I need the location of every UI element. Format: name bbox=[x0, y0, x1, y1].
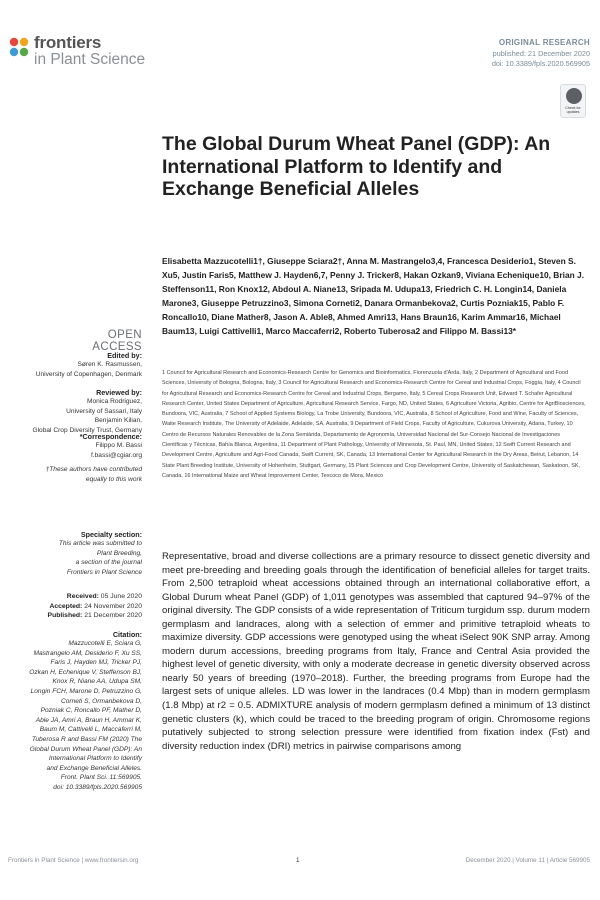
author-list: Elisabetta Mazzucotelli1†, Giuseppe Sciara2†, Anna M. Mastrangelo3,4, Francesca Desiderio1, Steven S. Xu5, Justin Faris5, Matthew J. Hayden6,7, Penny J. Tricker8, Hakan Ozkan9, Viviana Echenique10, Brian J. Steffenson11, Ron Knox12, Abdoul A. Niane13, Sripada M. Udupa13, Friedrich C. H. Longin14, Daniela Marone3, Giuseppe Petruzzino3, Simona Corneti2, Danara Ormanbekova2, Curtis Pozniak15, Pablo F. Roncallo10, Diane Mather8, Jason A. Able8, Ahmed Amri13, Hans Braun16, Karim Ammar16, Michael Baum13, Luigi Cattivelli1, Marco Maccaferri2, Roberto Tuberosa2 and Filippo M. Bassi13* bbox=[162, 256, 585, 336]
published-value: 21 December 2020 bbox=[84, 612, 142, 620]
page-footer bbox=[0, 857, 600, 869]
citation-line: Mastrangelo AM, Desiderio F, Xu SS, bbox=[33, 649, 142, 657]
specialty-line: Plant Breeding, bbox=[96, 549, 142, 557]
citation-line: Corneti S, Ormanbekova D, bbox=[61, 697, 142, 705]
edited-by-heading: Edited by: bbox=[107, 351, 142, 360]
editor-name: Søren K. Rasmussen, bbox=[77, 361, 142, 368]
received-label: Received: bbox=[66, 593, 99, 600]
citation-line: and Exchange Beneficial Alleles. bbox=[46, 764, 142, 772]
correspondence-heading: *Correspondence: bbox=[79, 432, 142, 441]
citation-line: Longin FCH, Marone D, Petruzzino G, bbox=[30, 687, 142, 695]
published-label: Published: bbox=[47, 612, 83, 620]
citation bbox=[8, 630, 142, 793]
accepted-value: 24 November 2020 bbox=[84, 602, 142, 610]
specialty-heading: Specialty section: bbox=[80, 530, 142, 539]
correspondence bbox=[8, 432, 142, 484]
abstract: Representative, broad and diverse collections are a primary resource to dissect genetic diversity and meet pre-breeding and breeding goals through the identification of beneficial alleles for target traits. From 2,500 tetraploid wheat accessions obtained through an international collaborative effort, a Global Durum wheat Panel (GDP) of 1,011 genotypes was assembled that captured 94–97% of the original diversity. The GDP consists of a wide representation of Triticum turgidum ssp. durum modern germplasm and landraces, along with a selection of emmer and primitive tetraploid wheats to maximize diversity. GDP accessions were genotyped using the wheat iSelect 90K SNP array. Among modern durum accessions, breeding programs from Italy, France and Central Asia provided the highest level of genetic diversity, with only a moderate decrease in genetic diversity observed across nearly 50 years of breeding (1970–2018). Further, the breeding programs from Europe had the largest sets of unique alleles. LD was lower in the landraces (0.4 Mbp) than in modern germplasm (1.8 Mbp) at r2 = 0.5. ADMIXTURE analysis of modern germplasm defined a minimum of 13 distinct genetic clusters (k), which could be traced to the breeding program of origin. Chromosome regions putatively subjected to strong selection pressure were identified from fixation index (Fst) and diversity reduction index (DRI) metrics in pairwise comparisons among bbox=[162, 551, 590, 752]
page-number: 1 bbox=[296, 857, 300, 864]
citation-line: Front. Plant Sci. 11:569905. bbox=[60, 774, 142, 782]
specialty-section bbox=[8, 530, 142, 577]
reviewer-affiliation: Global Crop Diversity Trust, Germany bbox=[32, 426, 142, 434]
equal-contribution-note-2: equally to this work bbox=[85, 475, 142, 483]
reviewer-name: Benjamin Kilian, bbox=[94, 417, 142, 425]
specialty-line: Frontiers in Plant Science bbox=[66, 568, 142, 576]
frontiers-logo-icon bbox=[8, 36, 30, 58]
edited-by bbox=[8, 351, 142, 379]
journal-logo bbox=[8, 32, 188, 72]
citation-line: Mazzucotelli E, Sciara G, bbox=[68, 640, 142, 647]
citation-line: Faris J, Hayden MJ, Tricker PJ, bbox=[50, 659, 142, 667]
editor-affiliation: University of Copenhagen, Denmark bbox=[35, 370, 142, 378]
received-date bbox=[8, 592, 142, 602]
accepted-date bbox=[8, 602, 142, 612]
citation-line: Able JA, Amri A, Braun H, Ammar K, bbox=[35, 716, 142, 724]
citation-line: Ozkan H, Echenique V, Steffenson BJ, bbox=[29, 668, 142, 676]
article-title: The Global Durum Wheat Panel (GDP): An International Platform to Identify and Exchange Beneficial Alleles bbox=[162, 133, 551, 200]
published-date: published: 21 December 2020 bbox=[492, 49, 590, 58]
correspondence-email[interactable]: f.bassi@cgiar.org bbox=[90, 451, 142, 459]
citation-doi[interactable]: doi: 10.3389/fpls.2020.569905 bbox=[53, 783, 142, 791]
correspondence-name: Filippo M. Bassi bbox=[95, 442, 142, 449]
article-dates bbox=[8, 592, 142, 621]
accepted-label: Accepted: bbox=[49, 602, 83, 610]
reviewer-affiliation: University of Sassari, Italy bbox=[66, 407, 142, 415]
footer-journal[interactable]: Frontiers in Plant Science | www.frontiersin.org bbox=[8, 857, 139, 864]
reviewed-by-heading: Reviewed by: bbox=[96, 388, 142, 397]
specialty-line: This article was submitted to bbox=[58, 540, 142, 547]
article-meta bbox=[492, 38, 590, 68]
citation-line: Knox R, Niane AA, Udupa SM, bbox=[52, 678, 142, 686]
citation-line: International Platform to Identify bbox=[48, 755, 142, 763]
footer-volume: December 2020 | Volume 11 | Article 569905 bbox=[465, 857, 590, 864]
journal-name: frontiers bbox=[34, 33, 102, 52]
doi[interactable]: doi: 10.3389/fpls.2020.569905 bbox=[491, 59, 590, 68]
received-value: 05 June 2020 bbox=[100, 593, 142, 600]
citation-line: Pozniak C, Roncallo PF, Mather D, bbox=[40, 707, 142, 715]
citation-heading: Citation: bbox=[112, 630, 142, 639]
citation-line: Baum M, Cattivelli L, Maccaferri M, bbox=[39, 726, 142, 734]
citation-line: Tuberosa R and Bassi FM (2020) The bbox=[31, 735, 142, 743]
citation-line: Global Durum Wheat Panel (GDP): An bbox=[29, 745, 142, 753]
journal-section: in Plant Science bbox=[34, 51, 146, 68]
affiliations: 1 Council for Agricultural Research and Economics-Research Centre for Genomics and Bioinformatics, Fiorenzuola d'Arda, Italy, 2 Department of Agricultural and Food Sciences, University of Bologna, Bologna, Italy, 3 Council for Agricultural Research and Economics-Research Centre for Cereal and Industrial Crops, Foggia, Italy, 4 Council for Agricultural Research and Economics-Research Centre for Cereal and Industrial Crops, Bergamo, Italy, 5 Cereal Crops Research Unit, Edward T. Schafer Agricultural Research Center, United States Department of Agriculture, Agricultural Research Service, Fargo, ND, United States, 6 Agriculture Victoria, Agribio, Centre for AgriBiosciences, Bundoora, VIC, Australia, 7 School of Applied Systems Biology, La Trobe University, Bundoora, VIC, Australia, 8 School of Agriculture, Food and Wine, Faculty of Sciences, Waite Research Institute, The University of Adelaide, Adelaide, SA, Australia, 9 Department of Field Crops, Faculty of Agriculture, Cukurova University, Adana, Turkey, 10 Centro de Recursos Naturales Renovables de la Zona Semiárida, Departamento de Agronomía, Universidad Nacional del Sur-Consejo Nacional de Investigaciones Científicas y Técnicas, Bahía Blanca, Argentina, 11 Department of Plant Pathology, University of Minnesota, St. Paul, MN, United States, 12 Swift Current Research and Development Centre, Agriculture and Agri-Food Canada, Swift Current, SK, Canada, 13 International Center for Agricultural Research in the Dry Areas, Beirut, Lebanon, 14 State Plant Breeding Institute, University of Hohenheim, Stuttgart, Germany, 15 Plant Sciences and Crop Development Centre, University of Saskatchewan, Saskatoon, SK, Canada, 16 International Maize and Wheat Improvement Center, Texcoco de Mora, Mexico bbox=[162, 370, 586, 479]
equal-contribution-note: †These authors have contributed bbox=[45, 466, 142, 474]
published-date-sidebar bbox=[8, 611, 142, 621]
reviewed-by bbox=[8, 388, 142, 435]
specialty-line: a section of the journal bbox=[75, 559, 142, 567]
check-updates-icon bbox=[566, 88, 582, 104]
check-updates-button[interactable] bbox=[560, 84, 586, 118]
article-type: ORIGINAL RESEARCH bbox=[498, 38, 590, 47]
check-updates-label: Check for updates bbox=[565, 106, 581, 114]
open-access-badge: OPEN ACCESS bbox=[92, 329, 142, 353]
reviewer-name: Monica Rodriguez, bbox=[87, 398, 142, 405]
